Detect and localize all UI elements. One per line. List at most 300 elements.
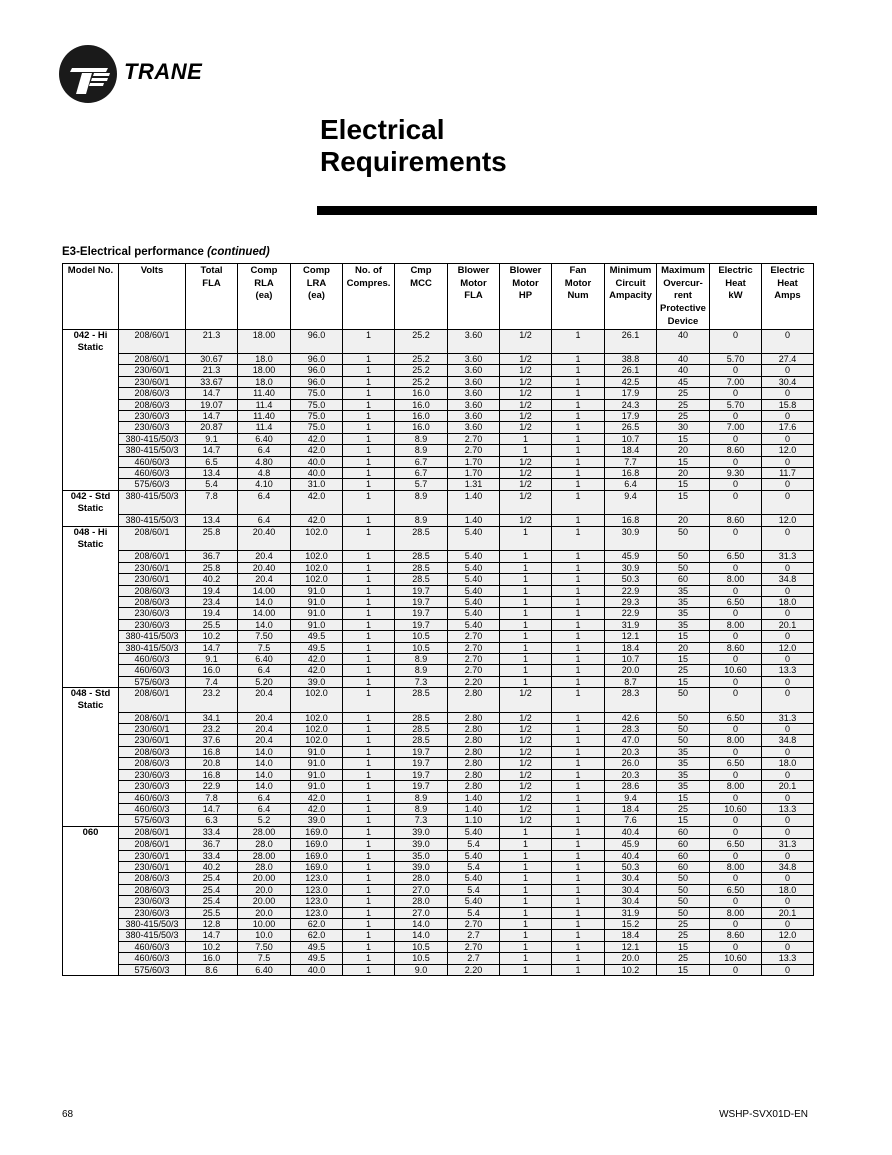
table-cell: 8.60 [710, 515, 762, 526]
table-row [63, 941, 814, 952]
table-cell: 1/2 [500, 365, 552, 376]
table-cell: 208/60/3 [119, 388, 186, 399]
table-cell: 1 [500, 884, 552, 895]
column-header [762, 264, 814, 330]
table-cell: 460/60/3 [119, 792, 186, 803]
table-cell: 25.2 [395, 354, 448, 365]
column-header [657, 264, 710, 330]
table-cell: 15 [657, 456, 710, 467]
table-cell: 1 [552, 746, 605, 757]
table-cell: 10.5 [395, 953, 448, 964]
model-number-cell-empty [63, 551, 119, 562]
table-cell: 50 [657, 735, 710, 746]
table-cell: 60 [657, 574, 710, 585]
table-cell: 1 [343, 526, 395, 551]
table-cell: 19.7 [395, 596, 448, 607]
table-cell: 19.7 [395, 608, 448, 619]
table-cell: 8.7 [605, 676, 657, 687]
table-cell: 13.3 [762, 803, 814, 814]
table-cell: 18.00 [238, 329, 291, 354]
table-cell: 12.8 [186, 919, 238, 930]
table-cell: 1 [500, 676, 552, 687]
model-number-cell-empty [63, 873, 119, 884]
table-cell: 208/60/3 [119, 758, 186, 769]
table-cell: 1 [552, 907, 605, 918]
table-cell: 91.0 [291, 758, 343, 769]
table-cell: 1 [500, 964, 552, 975]
table-cell: 0 [710, 688, 762, 713]
table-cell: 2.70 [448, 631, 500, 642]
column-header [395, 264, 448, 330]
table-cell: 1 [552, 735, 605, 746]
table-cell: 1/2 [500, 456, 552, 467]
table-cell: 0 [762, 562, 814, 573]
table-cell: 25 [657, 919, 710, 930]
table-cell: 91.0 [291, 608, 343, 619]
model-number-cell-empty [63, 907, 119, 918]
column-header-line: Protective [660, 303, 706, 315]
table-cell: 75.0 [291, 422, 343, 433]
table-cell: 1 [552, 758, 605, 769]
table-cell: 28.5 [395, 526, 448, 551]
table-cell: 14.0 [395, 930, 448, 941]
table-cell: 1 [343, 781, 395, 792]
table-cell: 13.4 [186, 468, 238, 479]
table-cell: 1 [343, 746, 395, 757]
table-cell: 15 [657, 815, 710, 826]
table-row [63, 433, 814, 444]
table-cell: 25.8 [186, 562, 238, 573]
table-cell: 208/60/1 [119, 688, 186, 713]
column-header-line: No. of [355, 265, 382, 276]
table-cell: 42.0 [291, 653, 343, 664]
table-cell: 12.0 [762, 930, 814, 941]
table-cell: 14.0 [395, 919, 448, 930]
table-cell: 2.80 [448, 688, 500, 713]
table-cell: 1 [552, 329, 605, 354]
table-cell: 17.9 [605, 388, 657, 399]
table-cell: 20.4 [238, 712, 291, 723]
table-cell: 28.0 [238, 839, 291, 850]
table-cell: 0 [710, 631, 762, 642]
table-cell: 460/60/3 [119, 941, 186, 952]
column-header-line: MCC [410, 277, 432, 289]
table-cell: 50 [657, 688, 710, 713]
table-cell: 1 [552, 585, 605, 596]
table-cell: 1 [343, 953, 395, 964]
table-cell: 0 [762, 688, 814, 713]
table-cell: 42.0 [291, 665, 343, 676]
table-cell: 96.0 [291, 365, 343, 376]
table-cell: 19.4 [186, 608, 238, 619]
table-cell: 8.9 [395, 433, 448, 444]
table-cell: 38.8 [605, 354, 657, 365]
table-cell: 0 [710, 433, 762, 444]
table-row [63, 608, 814, 619]
table-row [63, 781, 814, 792]
table-cell: 20.4 [238, 688, 291, 713]
table-cell: 15 [657, 941, 710, 952]
table-cell: 1/2 [500, 769, 552, 780]
table-cell: 15 [657, 490, 710, 515]
table-cell: 50 [657, 526, 710, 551]
table-cell: 2.70 [448, 919, 500, 930]
table-cell: 5.7 [395, 479, 448, 490]
column-header [552, 264, 605, 330]
table-cell: 50.3 [605, 862, 657, 873]
table-cell: 6.4 [238, 490, 291, 515]
table-cell: 1 [552, 941, 605, 952]
table-cell: 1 [552, 526, 605, 551]
table-cell: 1 [500, 953, 552, 964]
table-cell: 18.00 [238, 365, 291, 376]
table-cell: 40.0 [291, 964, 343, 975]
column-header-line: Compres. [346, 277, 391, 289]
table-cell: 50 [657, 712, 710, 723]
table-cell: 0 [710, 941, 762, 952]
table-cell: 102.0 [291, 724, 343, 735]
table-cell: 1/2 [500, 388, 552, 399]
table-cell: 1.40 [448, 490, 500, 515]
table-cell: 28.5 [395, 688, 448, 713]
table-cell: 14.00 [238, 608, 291, 619]
table-row [63, 574, 814, 585]
table-cell: 6.4 [238, 665, 291, 676]
table-cell: 1 [343, 596, 395, 607]
table-cell: 2.70 [448, 665, 500, 676]
table-cell: 230/60/3 [119, 608, 186, 619]
table-cell: 19.7 [395, 769, 448, 780]
table-cell: 0 [710, 526, 762, 551]
column-header-line: FLA [202, 277, 221, 289]
column-header-line: (ea) [255, 290, 273, 302]
table-cell: 230/60/3 [119, 781, 186, 792]
table-cell: 11.40 [238, 388, 291, 399]
table-cell: 6.40 [238, 653, 291, 664]
table-cell: 3.60 [448, 376, 500, 387]
model-number-cell-empty [63, 712, 119, 723]
column-header [343, 264, 395, 330]
table-cell: 1 [500, 896, 552, 907]
table-cell: 3.60 [448, 399, 500, 410]
table-cell: 10.7 [605, 653, 657, 664]
table-cell: 1 [343, 433, 395, 444]
table-cell: 460/60/3 [119, 803, 186, 814]
table-cell: 45.9 [605, 839, 657, 850]
column-header-line: Heat [725, 277, 746, 289]
column-header-line: Motor [460, 277, 487, 289]
table-cell: 49.5 [291, 953, 343, 964]
table-cell: 0 [762, 826, 814, 839]
table-cell: 10.2 [605, 964, 657, 975]
table-cell: 16.8 [186, 769, 238, 780]
table-cell: 1 [343, 803, 395, 814]
table-cell: 10.5 [395, 642, 448, 653]
table-cell: 30.9 [605, 526, 657, 551]
model-number-cell-empty [63, 724, 119, 735]
table-cell: 5.2 [238, 815, 291, 826]
table-cell: 14.00 [238, 585, 291, 596]
table-cell: 230/60/3 [119, 422, 186, 433]
table-cell: 10.7 [605, 433, 657, 444]
table-cell: 40 [657, 329, 710, 354]
table-cell: 5.4 [448, 907, 500, 918]
model-number-cell-empty [63, 769, 119, 780]
table-cell: 12.1 [605, 941, 657, 952]
table-cell: 30.4 [762, 376, 814, 387]
table-cell: 4.10 [238, 479, 291, 490]
table-cell: 102.0 [291, 735, 343, 746]
table-cell: 13.3 [762, 665, 814, 676]
model-number-cell-empty [63, 562, 119, 573]
table-cell: 1 [552, 653, 605, 664]
table-cell: 1.40 [448, 515, 500, 526]
table-cell: 0 [710, 365, 762, 376]
table-row [63, 758, 814, 769]
table-cell: 7.50 [238, 631, 291, 642]
table-cell: 0 [762, 479, 814, 490]
table-cell: 230/60/3 [119, 411, 186, 422]
table-cell: 19.7 [395, 619, 448, 630]
column-header-line: Comp [250, 265, 278, 276]
table-cell: 6.50 [710, 712, 762, 723]
table-cell: 1/2 [500, 792, 552, 803]
table-cell: 1/2 [500, 376, 552, 387]
model-number-cell-empty [63, 919, 119, 930]
table-row [63, 746, 814, 757]
table-cell: 102.0 [291, 688, 343, 713]
table-cell: 34.8 [762, 862, 814, 873]
table-cell: 7.5 [238, 642, 291, 653]
table-cell: 1 [500, 907, 552, 918]
table-cell: 12.0 [762, 515, 814, 526]
table-cell: 0 [762, 676, 814, 687]
table-row [63, 399, 814, 410]
table-cell: 19.7 [395, 746, 448, 757]
table-cell: 16.0 [395, 422, 448, 433]
table-row [63, 515, 814, 526]
table-cell: 5.40 [448, 526, 500, 551]
table-cell: 2.80 [448, 746, 500, 757]
table-cell: 208/60/1 [119, 712, 186, 723]
model-number-cell-empty [63, 376, 119, 387]
table-cell: 18.4 [605, 803, 657, 814]
table-cell: 5.4 [448, 839, 500, 850]
table-cell: 20.8 [186, 758, 238, 769]
table-cell: 0 [710, 815, 762, 826]
table-cell: 1 [552, 919, 605, 930]
table-cell: 5.40 [448, 574, 500, 585]
table-cell: 47.0 [605, 735, 657, 746]
table-cell: 1.40 [448, 803, 500, 814]
table-cell: 1 [500, 873, 552, 884]
table-cell: 18.0 [762, 758, 814, 769]
table-cell: 42.0 [291, 490, 343, 515]
table-cell: 1 [500, 433, 552, 444]
table-cell: 1 [343, 862, 395, 873]
table-cell: 230/60/3 [119, 907, 186, 918]
table-cell: 169.0 [291, 850, 343, 861]
table-cell: 1 [500, 619, 552, 630]
table-cell: 11.4 [238, 399, 291, 410]
table-cell: 8.60 [710, 930, 762, 941]
table-cell: 20.40 [238, 562, 291, 573]
table-row [63, 526, 814, 551]
table-cell: 40.4 [605, 826, 657, 839]
table-cell: 460/60/3 [119, 468, 186, 479]
table-cell: 1 [552, 665, 605, 676]
table-cell: 0 [762, 941, 814, 952]
table-row [63, 907, 814, 918]
column-header-line: Circuit [615, 277, 646, 289]
table-row [63, 468, 814, 479]
column-header-line: Amps [774, 290, 801, 302]
table-cell: 0 [710, 676, 762, 687]
table-cell: 18.0 [238, 376, 291, 387]
table-cell: 7.7 [605, 456, 657, 467]
table-cell: 5.40 [448, 619, 500, 630]
table-cell: 21.3 [186, 365, 238, 376]
table-cell: 14.0 [238, 769, 291, 780]
table-cell: 19.07 [186, 399, 238, 410]
table-cell: 230/60/3 [119, 769, 186, 780]
table-cell: 1 [343, 907, 395, 918]
table-cell: 1 [552, 676, 605, 687]
table-cell: 208/60/3 [119, 596, 186, 607]
table-cell: 91.0 [291, 596, 343, 607]
table-cell: 1/2 [500, 758, 552, 769]
table-cell: 15 [657, 479, 710, 490]
table-cell: 25 [657, 953, 710, 964]
table-cell: 39.0 [395, 839, 448, 850]
table-cell: 0 [762, 873, 814, 884]
table-cell: 8.9 [395, 803, 448, 814]
title-rule [317, 206, 817, 215]
table-cell: 5.70 [710, 354, 762, 365]
table-cell: 1/2 [500, 515, 552, 526]
table-row [63, 964, 814, 975]
table-cell: 29.3 [605, 596, 657, 607]
table-cell: 1 [343, 653, 395, 664]
table-cell: 14.0 [238, 596, 291, 607]
table-cell: 6.7 [395, 456, 448, 467]
table-cell: 1 [343, 456, 395, 467]
table-cell: 91.0 [291, 619, 343, 630]
model-number-cell-empty [63, 815, 119, 826]
table-cell: 10.2 [186, 941, 238, 952]
model-number-cell-empty [63, 884, 119, 895]
model-number-cell-empty [63, 515, 119, 526]
table-cell: 18.4 [605, 642, 657, 653]
table-cell: 1 [343, 839, 395, 850]
table-cell: 1 [343, 490, 395, 515]
table-row [63, 562, 814, 573]
table-cell: 28.00 [238, 850, 291, 861]
table-cell: 62.0 [291, 919, 343, 930]
table-cell: 7.6 [605, 815, 657, 826]
table-row [63, 365, 814, 376]
table-cell: 2.70 [448, 642, 500, 653]
table-row [63, 388, 814, 399]
table-cell: 7.00 [710, 376, 762, 387]
table-cell: 1 [552, 712, 605, 723]
table-cell: 15 [657, 631, 710, 642]
table-cell: 2.7 [448, 953, 500, 964]
column-header [605, 264, 657, 330]
table-cell: 16.0 [186, 665, 238, 676]
table-cell: 31.3 [762, 839, 814, 850]
table-cell: 20.0 [605, 953, 657, 964]
table-cell: 1/2 [500, 735, 552, 746]
table-cell: 1 [343, 769, 395, 780]
table-cell: 1 [500, 608, 552, 619]
table-cell: 50 [657, 551, 710, 562]
table-cell: 49.5 [291, 631, 343, 642]
column-header-line: Cmp [410, 265, 432, 276]
table-cell: 2.80 [448, 712, 500, 723]
table-cell: 123.0 [291, 873, 343, 884]
table-cell: 2.80 [448, 724, 500, 735]
table-cell: 575/60/3 [119, 479, 186, 490]
table-cell: 230/60/3 [119, 619, 186, 630]
column-header-line: Model No. [67, 265, 114, 276]
table-cell: 5.40 [448, 873, 500, 884]
table-cell: 1 [552, 515, 605, 526]
table-cell: 6.4 [238, 515, 291, 526]
table-cell: 2.20 [448, 676, 500, 687]
table-cell: 1 [552, 862, 605, 873]
table-cell: 10.5 [395, 941, 448, 952]
model-number-cell-empty [63, 596, 119, 607]
table-row [63, 862, 814, 873]
table-cell: 26.5 [605, 422, 657, 433]
table-cell: 42.0 [291, 433, 343, 444]
table-cell: 1 [343, 515, 395, 526]
table-cell: 102.0 [291, 562, 343, 573]
table-cell: 12.0 [762, 642, 814, 653]
table-cell: 2.80 [448, 781, 500, 792]
table-row [63, 826, 814, 839]
table-cell: 91.0 [291, 585, 343, 596]
table-cell: 14.7 [186, 930, 238, 941]
table-cell: 8.9 [395, 515, 448, 526]
table-cell: 0 [762, 746, 814, 757]
table-cell: 40.4 [605, 850, 657, 861]
table-cell: 6.50 [710, 551, 762, 562]
table-cell: 6.7 [395, 468, 448, 479]
table-cell: 39.0 [291, 815, 343, 826]
table-cell: 28.6 [605, 781, 657, 792]
table-cell: 7.5 [238, 953, 291, 964]
table-cell: 208/60/3 [119, 884, 186, 895]
table-row [63, 688, 814, 713]
table-cell: 12.0 [762, 445, 814, 456]
table-cell: 1 [343, 735, 395, 746]
table-row [63, 490, 814, 515]
table-cell: 1/2 [500, 688, 552, 713]
table-cell: 1 [552, 399, 605, 410]
table-cell: 4.80 [238, 456, 291, 467]
table-cell: 1 [343, 411, 395, 422]
table-row [63, 551, 814, 562]
model-number-cell-empty [63, 365, 119, 376]
table-cell: 25.4 [186, 873, 238, 884]
model-number-cell: 060 [63, 826, 119, 839]
table-cell: 0 [762, 850, 814, 861]
table-cell: 1 [343, 329, 395, 354]
table-cell: 1/2 [500, 724, 552, 735]
table-cell: 1/2 [500, 399, 552, 410]
